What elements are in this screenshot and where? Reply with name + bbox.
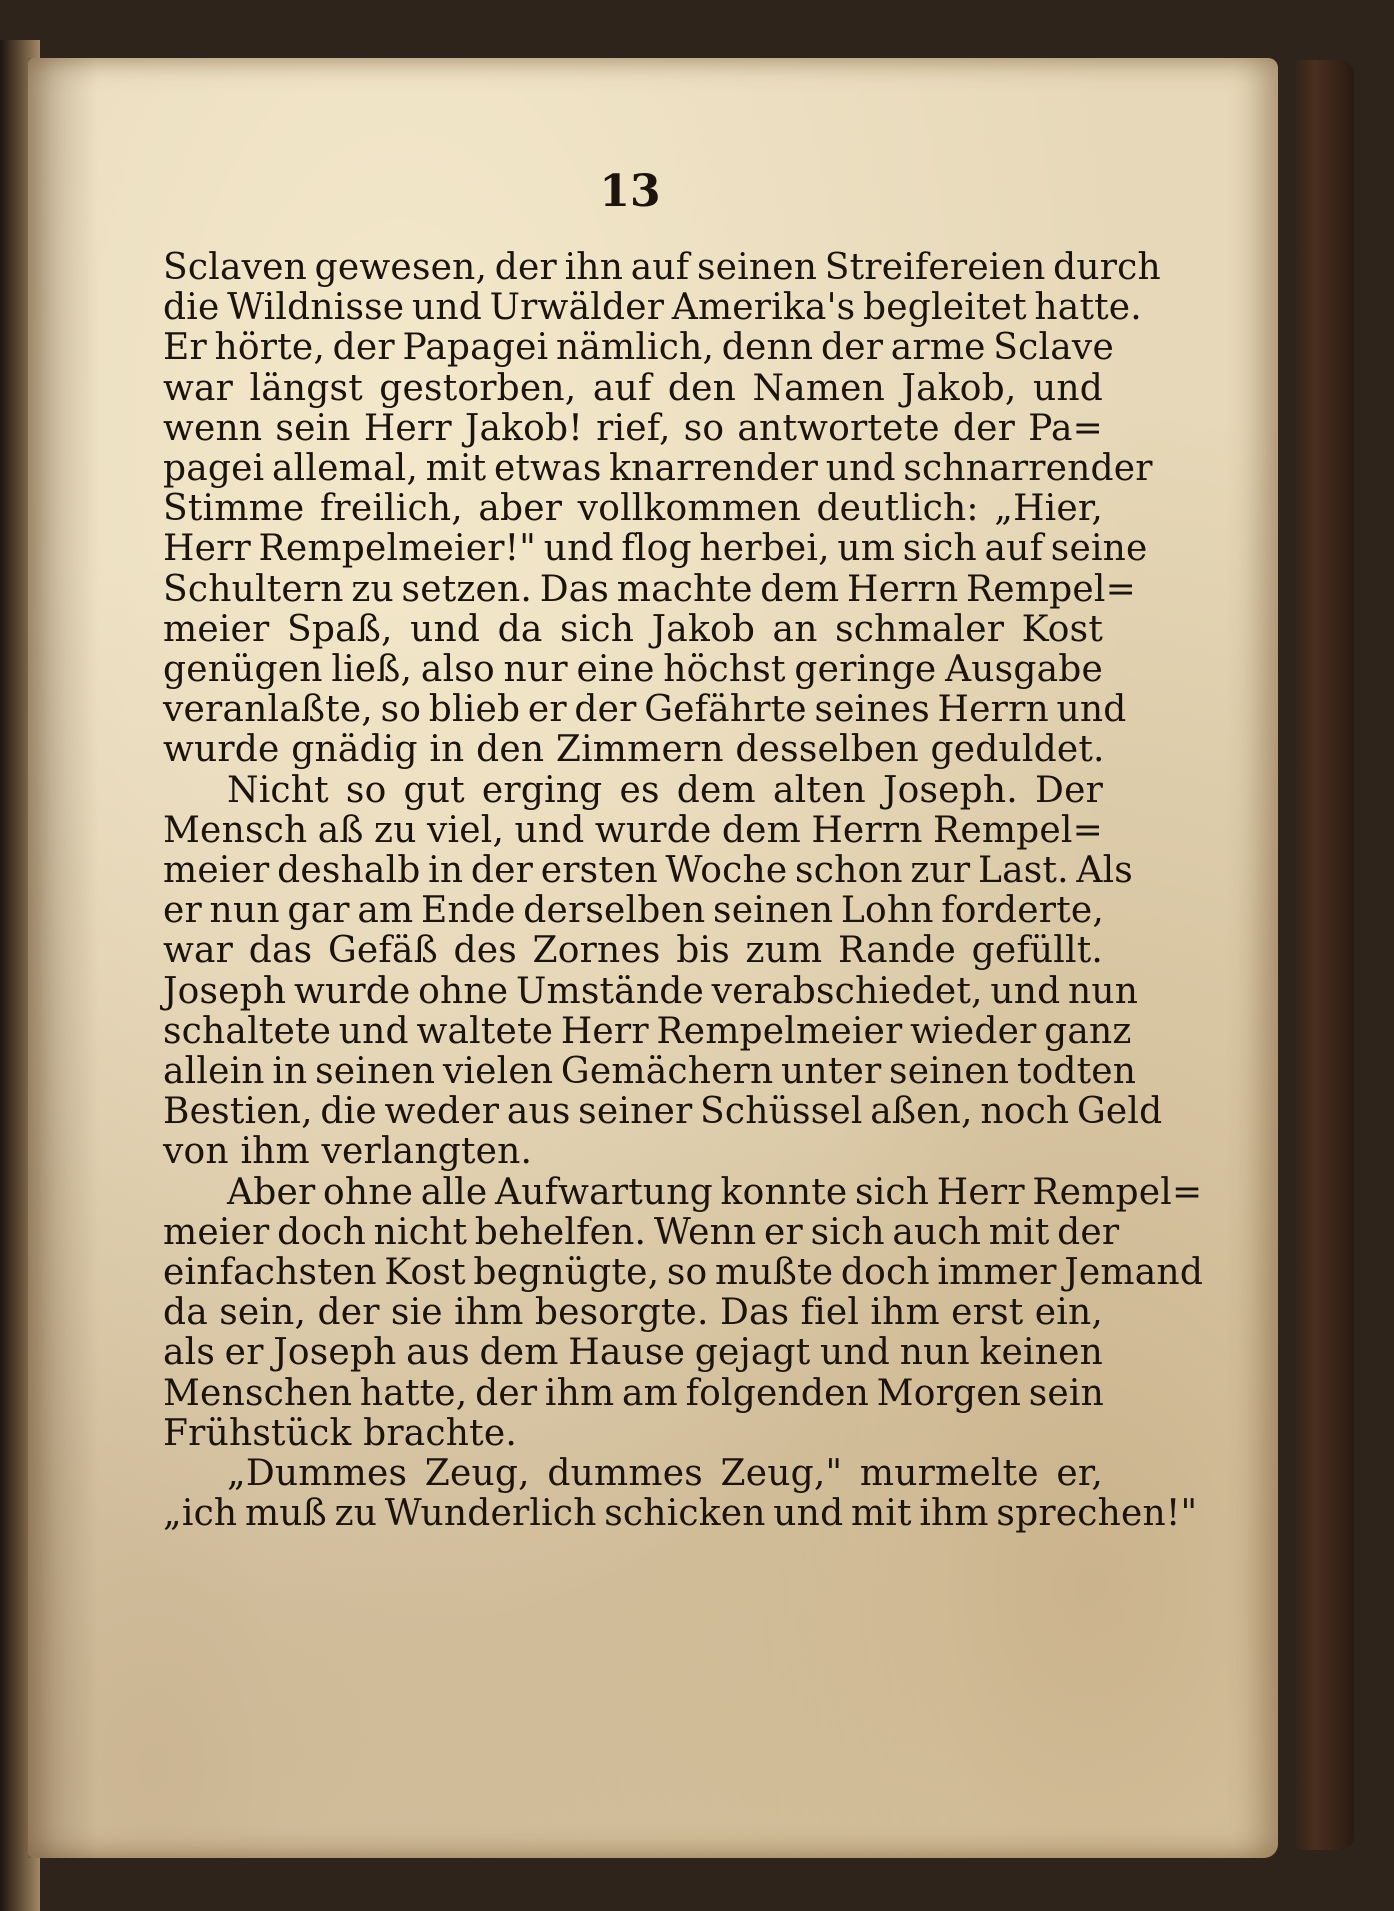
text-line: „ich muß zu Wunderlich schicken und mit ihm sprechen!" [163, 1493, 1198, 1535]
text-line: Bestien, die weder aus seiner Schüssel aßen, noch Geld [163, 1091, 1163, 1133]
text-line: Stimme freilich, aber vollkommen deutlich: „Hier, [163, 488, 1103, 530]
page-gutter-shadow [28, 58, 98, 1858]
text-line: einfachsten Kost begnügte, so mußte doch immer Jemand [163, 1252, 1204, 1294]
text-line: meier doch nicht behelfen. Wenn er sich auch mit der [163, 1211, 1120, 1253]
text-line: Sclaven gewesen, der ihn auf seinen Streifereien durch [163, 247, 1161, 288]
text-line: Schultern zu setzen. Das machte dem Herrn Rempel= [163, 568, 1136, 610]
book-cover-edge [1294, 60, 1354, 1850]
text-line: Er hörte, der Papagei nämlich, denn der arme Sclave [163, 327, 1114, 369]
text-line: wenn sein Herr Jakob! rief, so antwortete der Pa= [163, 407, 1103, 449]
text-line: Aber ohne alle Aufwartung konnte sich Herr Rempel= [227, 1171, 1203, 1213]
page-number: 13 [599, 166, 661, 217]
text-line: er nun gar am Ende derselben seinen Lohn forderte, [163, 890, 1105, 932]
text-line: meier deshalb in der ersten Woche schon zur Last. Als [163, 850, 1133, 892]
text-line: allein in seinen vielen Gemächern unter seinen todten [163, 1051, 1137, 1093]
text-line: meier Spaß, und da sich Jakob an schmaler Kost [163, 608, 1103, 650]
text-line: da sein, der sie ihm besorgte. Das fiel ihm erst ein, [163, 1292, 1103, 1334]
text-line: pagei allemal, mit etwas knarrender und schnarrender [163, 448, 1153, 490]
text-line: „Dummes Zeug, dummes Zeug," murmelte er, [227, 1453, 1103, 1495]
text-line: die Wildnisse und Urwälder Amerika's begleitet hatte. [163, 287, 1142, 329]
text-line: war das Gefäß des Zornes bis zum Rande gefüllt. [163, 930, 1103, 972]
text-line: Frühstück brachte. [163, 1412, 517, 1454]
text-line: genügen ließ, also nur eine höchst geringe Ausgabe [163, 649, 1103, 691]
text-line: Nicht so gut erging es dem alten Joseph. Der [227, 769, 1103, 811]
text-line: schaltete und waltete Herr Rempelmeier wieder ganz [163, 1010, 1132, 1052]
text-line: veranlaßte, so blieb er der Gefährte seines Herrn und [163, 689, 1127, 731]
text-line: von ihm verlangten. [163, 1131, 533, 1173]
text-line: Herr Rempelmeier!" und flog herbei, um sich auf seine [163, 528, 1148, 570]
text-line: wurde gnädig in den Zimmern desselben geduldet. [163, 729, 1105, 771]
text-line: Joseph wurde ohne Umstände verabschiedet, und nun [163, 970, 1139, 1012]
text-line: als er Joseph aus dem Hause gejagt und nun keinen [163, 1332, 1103, 1374]
text-line: Mensch aß zu viel, und wurde dem Herrn Rempel= [163, 809, 1103, 851]
text-line: Menschen hatte, der ihm am folgenden Morgen sein [163, 1372, 1105, 1414]
body-text [163, 247, 1204, 1535]
text-line: war längst gestorben, auf den Namen Jakob, und [163, 367, 1103, 409]
